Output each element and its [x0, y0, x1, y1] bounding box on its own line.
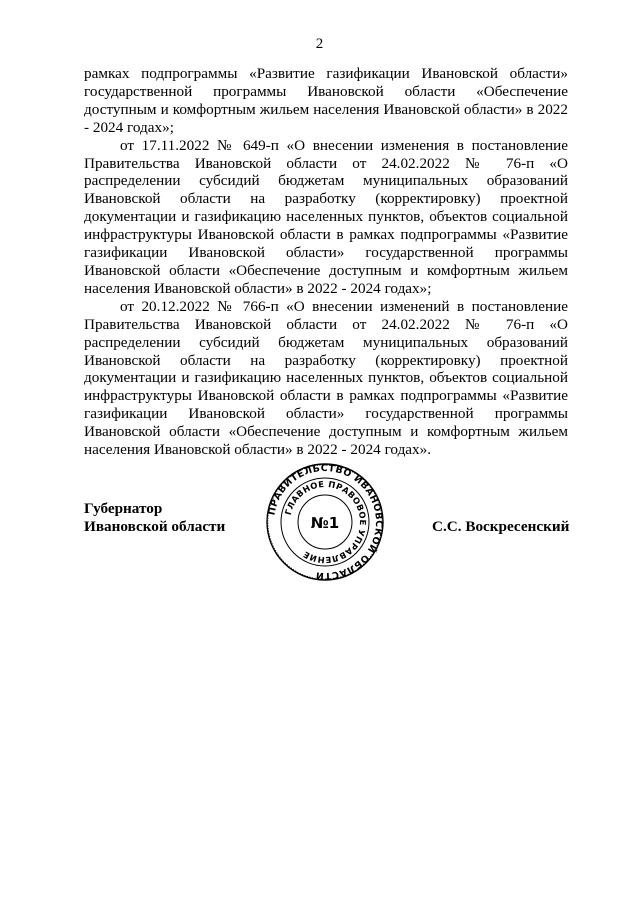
document-body: [84, 65, 568, 459]
seal-center-number: №1: [310, 514, 340, 532]
paragraph-2: от 17.11.2022 № 649-п «О внесении изменения в постановление Правительства Ивановской области от 24.02.2022 № 76-п «О распределении субсидий бюджетам муниципальных образований Ивановской области на разработку (корректировку) проектной документации и газификацию населенных пунктов, объектов социальной инфраструктуры Ивановской области в рамках подпрограммы «Развитие газификации Ивановской области» государственной программы Ивановской области «Обеспечение доступным и комфортным жильем населения Ивановской области» в 2022 - 2024 годах»;: [84, 136, 568, 297]
seal-outer-text: ПРАВИТЕЛЬСТВО ИВАНОВСКОЙ ОБЛАСТИ: [266, 462, 385, 582]
signer-position: [84, 500, 225, 536]
signer-name: С.С. Воскресенский: [432, 518, 570, 535]
paragraph-3: от 20.12.2022 № 766-п «О внесении изменений в постановление Правительства Ивановской области от 24.02.2022 № 76-п «О распределении субсидий бюджетам муниципальных образований Ивановской области на разработку (корректировку) проектной документации и газификацию населенных пунктов, объектов социальной инфраструктуры Ивановской области в рамках подпрограммы «Развитие газификации Ивановской области» государственной программы Ивановской области «Обеспечение доступным и комфортным жильем населения Ивановской области» в 2022 - 2024 годах».: [84, 297, 568, 459]
paragraph-1: рамках подпрограммы «Развитие газификации Ивановской области» государственной программы Ивановской области «Обеспечение доступным и комфортным жильем населения Ивановской области» в 2022 - 2024 годах»;: [84, 65, 568, 136]
official-seal: [265, 462, 385, 582]
signer-title-line-2: Ивановской области: [84, 518, 226, 535]
signer-title-line-1: Губернатор: [84, 500, 163, 517]
seal-inner-text: ГЛАВНОЕ ПРАВОВОЕ УПРАВЛЕНИЕ: [282, 478, 369, 566]
page-number: 2: [315, 36, 324, 52]
